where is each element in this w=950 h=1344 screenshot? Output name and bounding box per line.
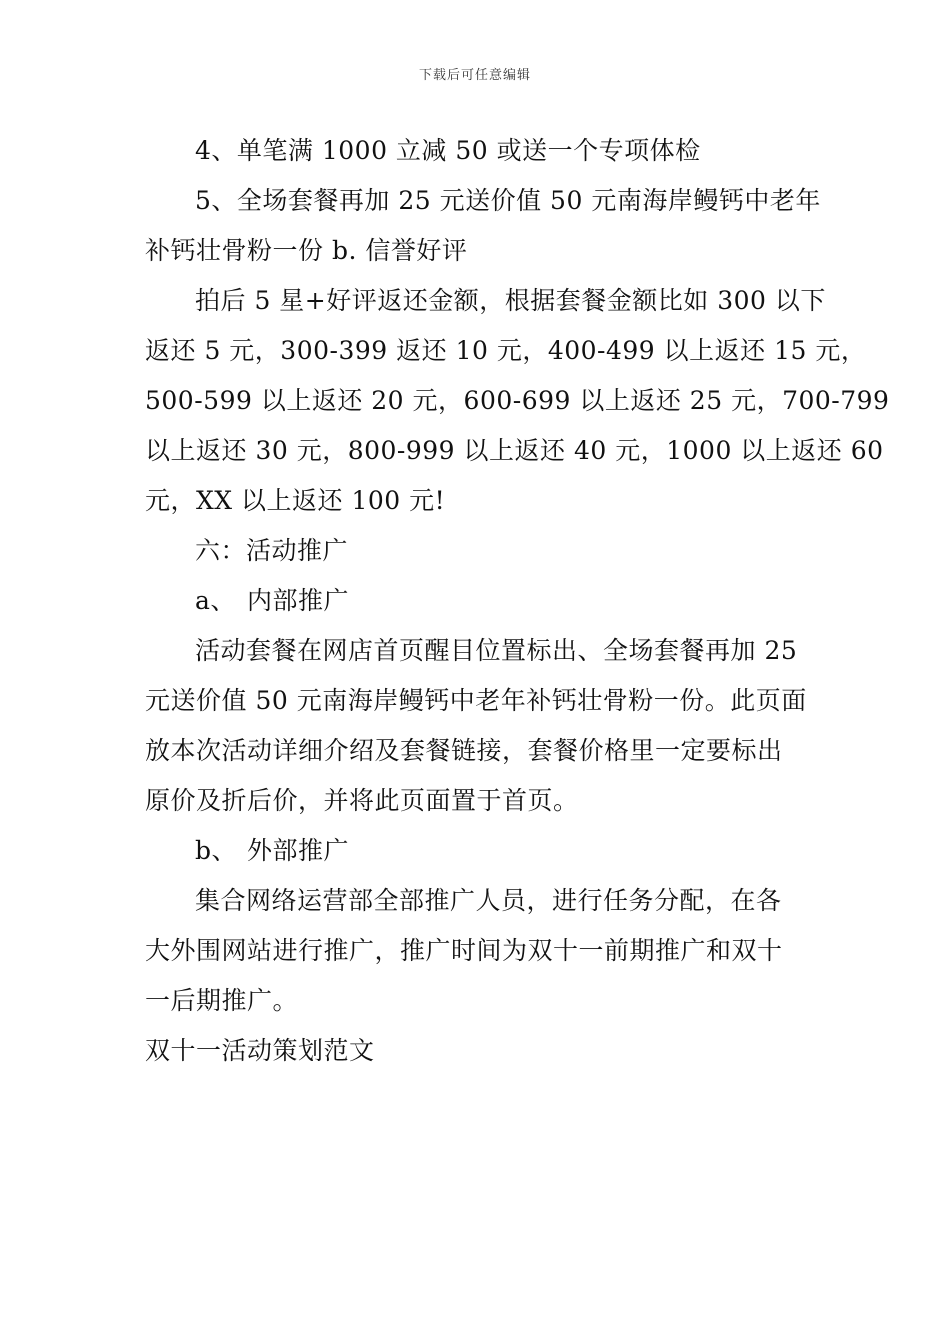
external-paragraph-line-1: 集合网络运营部全部推广人员，进行任务分配，在各 <box>195 886 782 915</box>
rebate-paragraph-line-1: 拍后 5 星+好评返还金额，根据套餐金额比如 300 以下 <box>195 286 826 315</box>
external-paragraph-line-2: 大外围网站进行推广，推广时间为双十一前期推广和双十 <box>145 936 783 965</box>
item-5-continuation: 补钙壮骨粉一份 b. 信誉好评 <box>145 236 468 265</box>
page-header-note: 下载后可任意编辑 <box>418 68 531 83</box>
rebate-paragraph-line-4: 以上返还 30 元，800-999 以上返还 40 元，1000 以上返还 60 <box>145 436 884 465</box>
internal-paragraph-line-2: 元送价值 50 元南海岸鳗钙中老年补钙壮骨粉一份。此页面 <box>145 686 807 715</box>
rebate-paragraph-line-2: 返还 5 元，300-399 返还 10 元，400-499 以上返还 15 元， <box>145 336 867 365</box>
subsection-title: 内部推广 <box>247 586 350 615</box>
section-heading-promotion: 六：活动推广 <box>195 536 349 565</box>
internal-paragraph-line-4: 原价及折后价，并将此页面置于首页。 <box>145 786 579 815</box>
item-4-line: 4、单笔满 1000 立减 50 或送一个专项体检 <box>195 136 701 165</box>
rebate-paragraph-line-5: 元，XX 以上返还 100 元! <box>145 486 446 515</box>
subsection-internal-promotion <box>145 576 815 626</box>
item-5-line: 5、全场套餐再加 25 元送价值 50 元南海岸鳗钙中老年 <box>195 186 821 215</box>
rebate-paragraph-line-3: 500-599 以上返还 20 元，600-699 以上返还 25 元，700-799 <box>145 386 890 415</box>
subsection-title: 外部推广 <box>247 836 350 865</box>
subsection-external-promotion <box>145 826 815 876</box>
document-title-footer: 双十一活动策划范文 <box>145 1036 375 1065</box>
internal-paragraph-line-1: 活动套餐在网店首页醒目位置标出、全场套餐再加 25 <box>195 636 798 665</box>
document-body <box>145 126 890 1076</box>
internal-paragraph-line-3: 放本次活动详细介绍及套餐链接，套餐价格里一定要标出 <box>145 736 783 765</box>
subsection-marker: a、 <box>195 586 236 615</box>
external-paragraph-line-3: 一后期推广。 <box>145 986 299 1015</box>
subsection-marker: b、 <box>195 836 238 865</box>
